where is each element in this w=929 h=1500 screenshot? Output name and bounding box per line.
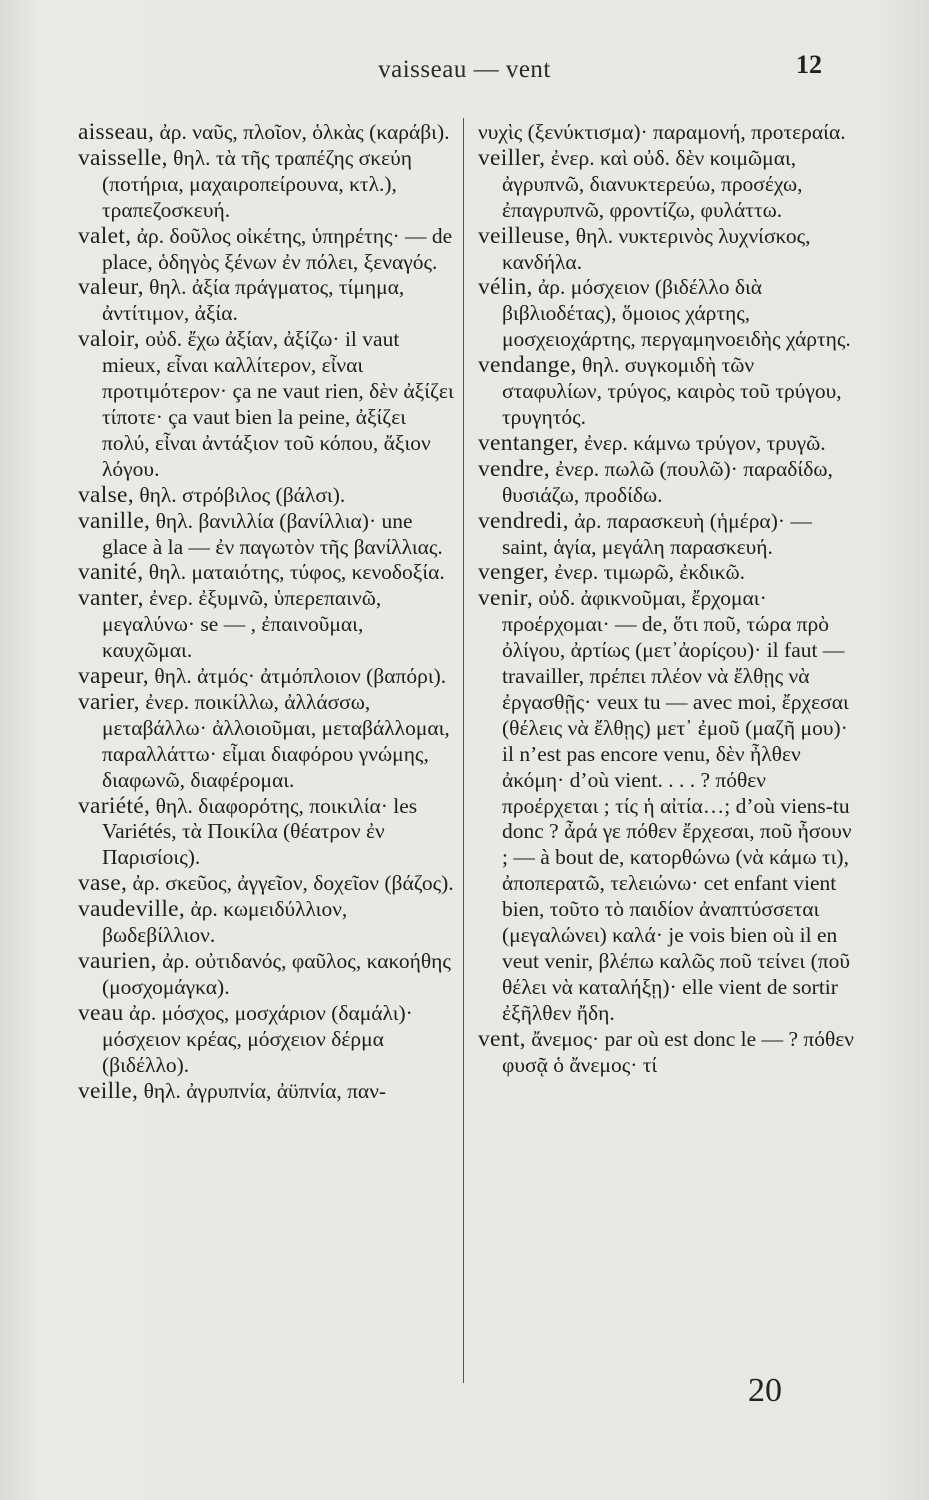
column-divider: [463, 118, 464, 1383]
entry-headword: vaurien,: [78, 948, 157, 974]
entry-definition: θηλ. ματαιότης, τύφος, κενοδοξία.: [143, 560, 445, 585]
entry-headword: veau: [78, 999, 124, 1026]
dictionary-entry: [478, 509, 856, 561]
entry-definition: νυχὶς (ξενύκτισμα)· παραμονή, προτεραία.: [478, 120, 846, 144]
dictionary-entry: [478, 224, 856, 276]
right-column: [478, 120, 856, 1079]
running-head: vaisseau — vent: [378, 56, 551, 83]
entry-definition: ἐνερ. καὶ οὐδ. δὲν κοιμῶμαι, ἀγρυπνῶ, διανυκτερεύω, προσέχω, ἐπαγρυπνῶ, φροντίζω, φυλάττω.: [502, 145, 803, 222]
entry-definition: οὐδ. ἀφικνοῦμαι, ἔρχομαι· προέρχομαι· — de, ὅτι ποῦ, τώρα πρὸ ὀλίγου, ἀρτίως (μετ᾽ἀορίςου)· il faut — travailler, πρέπει πλέον νὰ ἔλθῃς νὰ ἐργασθῇς· veux tu — avec moi, ἔρχεσαι (θέλεις νὰ ἔλθῃς) μετ᾽ ἐμοῦ (μαζῆ μου)· il n’est pas encore venu, δὲν ἦλθεν ἀκόμη· d’où vient. . . . ? πόθεν προέρχεται ; τίς ἡ αἰτία…; d’où viens-tu donc ? ἆρά γε πόθεν ἔρχεσαι, ποῦ ἦσουν ; — à bout de, κατορθώνω (νὰ κάμω τι), ἀποπερατῶ, τελειώνω· cet enfant vient bien, τοῦτο τὸ παιδίον ἀναπτύσσεται (μεγαλώνει) καλά· je vois bien où il en veut venir, βλέπω καλῶς ποῦ τείνει (ποῦ θέλει νὰ καταλήξῃ)· elle vient de sortir ἐξῆλθεν ἤδη.: [502, 586, 852, 1025]
entry-headword: venir,: [478, 585, 534, 612]
entry-headword: valeur,: [78, 274, 144, 301]
entry-headword: vaisselle,: [78, 144, 168, 171]
dictionary-entry: [78, 146, 456, 224]
entry-headword: vanter,: [78, 585, 144, 612]
dictionary-entry: [478, 586, 856, 1026]
entry-definition: θηλ. βανιλλία (βανίλλια)· une glace à la — ἐν παγωτὸν τῆς βανίλλιας.: [102, 508, 443, 559]
entry-definition: θηλ. ἀτμός· ἀτμόπλοιον (βαπόρι).: [148, 664, 447, 689]
entry-definition: ἀρ. μόσχος, μοσχάριον (δαμάλι)· μόσχειον κρέας, μόσχειον δέρμα (βιδέλλο).: [102, 1000, 413, 1077]
entry-definition: ἐνερ. κάμνω τρύγον, τρυγῶ.: [578, 430, 826, 455]
dictionary-entry: [78, 586, 456, 664]
entry-headword: vendredi,: [478, 507, 569, 534]
entry-definition: ἀρ. παρασκευὴ (ἡμέρα)· — saint, ἁγία, μεγάλη παρασκευή.: [502, 508, 812, 559]
dictionary-entry: [78, 120, 456, 146]
dictionary-entry: [78, 664, 456, 690]
entry-headword: veiller,: [478, 144, 546, 171]
entry-headword: valet,: [78, 222, 132, 249]
entry-headword: ventanger,: [478, 429, 579, 456]
entry-headword: vent,: [478, 1025, 526, 1052]
entry-headword: vélin,: [478, 274, 533, 301]
dictionary-entry: [78, 1001, 456, 1079]
entry-definition: ἄνεμος· par où est donc le — ? πόθεν φυσᾷ ὁ ἄνεμος· τί: [502, 1026, 855, 1077]
entry-definition: ἐνερ. τιμωρῶ, ἐκδικῶ.: [548, 560, 746, 585]
dictionary-entry: [478, 560, 856, 586]
entry-headword: valse,: [78, 481, 134, 508]
entry-headword: vanité,: [78, 559, 144, 586]
entry-headword: vanille,: [78, 507, 151, 534]
entry-definition: ἐνερ. πωλῶ (πουλῶ)· παραδίδω, θυσιάζω, προδίδω.: [502, 456, 833, 507]
entry-definition: θηλ. νυκτερινὸς λυχνίσκος, κανδήλα.: [502, 223, 811, 274]
entry-headword: varier,: [78, 688, 140, 715]
entry-definition: ἀρ. σκεῦος, ἀγγεῖον, δοχεῖον (βάζος).: [127, 871, 454, 896]
dictionary-entry: [478, 431, 856, 457]
page-number: 12: [796, 50, 822, 79]
entry-headword: vapeur,: [78, 663, 149, 690]
dictionary-entry: [78, 224, 456, 276]
entry-headword: vendre,: [478, 455, 550, 482]
entry-definition: οὐδ. ἔχω ἀξίαν, ἀξίζω· il vaut mieux, εἶναι καλλίτερον, εἶναι προτιμότερον· ça ne vaut rien, δὲν ἀξίζει τίποτε· ça vaut bien la peine, ἀξίζει πολύ, εἶναι ἀντάξιον τοῦ κόπου, ἄξιον λόγου.: [102, 327, 454, 481]
dictionary-entry: [478, 353, 856, 431]
dictionary-entry: [478, 275, 856, 353]
entry-definition: θηλ. τὰ τῆς τραπέζης σκεύη (ποτήρια, μαχαιροπείρουνα, κτλ.), τραπεζοσκευή.: [102, 145, 412, 222]
dictionary-entry: [78, 949, 456, 1001]
dictionary-entry: [78, 275, 456, 327]
dictionary-entry: [78, 871, 456, 897]
entry-headword: vendange,: [478, 352, 577, 379]
entry-definition: ἀρ. ναῦς, πλοῖον, ὁλκὰς (καράβι).: [154, 120, 450, 144]
entry-definition: θηλ. συγκομιδὴ τῶν σταφυλίων, τρύγος, καιρὸς τοῦ τρύγου, τρυγητός.: [502, 353, 842, 429]
entry-definition: θηλ. ἀξία πράγματος, τίμημα, ἀντίτιμον, ἀξία.: [102, 275, 405, 326]
dictionary-entry: [78, 560, 456, 586]
dictionary-entry: [78, 690, 456, 794]
entry-definition: ἀρ. μόσχειον (βιδέλλο διὰ βιβλιοδέτας), ὅμοιος χάρτης, μοσχειοχάρτης, περγαμηνοειδὴς χάρτης.: [502, 275, 851, 352]
entry-headword: variété,: [78, 792, 151, 819]
entry-definition: θηλ. στρόβιλος (βάλσι).: [133, 482, 346, 507]
entry-headword: aisseau,: [78, 119, 155, 145]
dictionary-entry: [78, 1079, 456, 1105]
entry-definition: θηλ. ἀγρυπνία, ἀϋπνία, παν-: [138, 1078, 387, 1103]
entry-definition: ἐνερ. ποικίλλω, ἀλλάσσω, μεταβάλλω· ἀλλοιοῦμαι, μεταβάλλομαι, παραλλάττω· εἶμαι διαφόρου γνώμης, διαφωνῶ, διαφέρομαι.: [102, 689, 450, 792]
dictionary-entry: [78, 327, 456, 482]
entry-definition: ἀρ. οὐτιδανός, φαῦλος, κακοήθης (μοσχομάγκα).: [102, 949, 451, 999]
dictionary-entry: [478, 1027, 856, 1079]
signature-mark: 20: [748, 1372, 782, 1409]
entry-headword: valoir,: [78, 326, 140, 353]
entry-headword: veilleuse,: [478, 222, 571, 249]
dictionary-entry: [478, 120, 856, 146]
dictionary-entry: [78, 794, 456, 872]
dictionary-entry: [78, 483, 456, 509]
dictionary-entry: [478, 146, 856, 224]
dictionary-entry: [478, 457, 856, 509]
entry-definition: ἀρ. κωμειδύλλιον, βωδεβίλλιον.: [102, 897, 348, 948]
entry-definition: ἐνερ. ἐξυμνῶ, ὑπερεπαινῶ, μεγαλύνω· se — , ἐπαινοῦμαι, καυχῶμαι.: [102, 586, 382, 663]
entry-definition: ἀρ. δοῦλος οἰκέτης, ὑπηρέτης· — de place, ὁδηγὸς ξένων ἐν πόλει, ξεναγός.: [102, 223, 453, 274]
dictionary-entry: [78, 509, 456, 561]
dictionary-entry: [78, 897, 456, 949]
entry-definition: θηλ. διαφορότης, ποικιλία· les Variétés, τὰ Ποικίλα (θέατρον ἐν Παρισίοις).: [102, 793, 418, 870]
entry-headword: veille,: [78, 1077, 139, 1104]
entry-headword: vase,: [78, 870, 128, 897]
left-column: [78, 120, 456, 1104]
entry-headword: vaudeville,: [78, 896, 186, 923]
entry-headword: venger,: [478, 559, 549, 586]
